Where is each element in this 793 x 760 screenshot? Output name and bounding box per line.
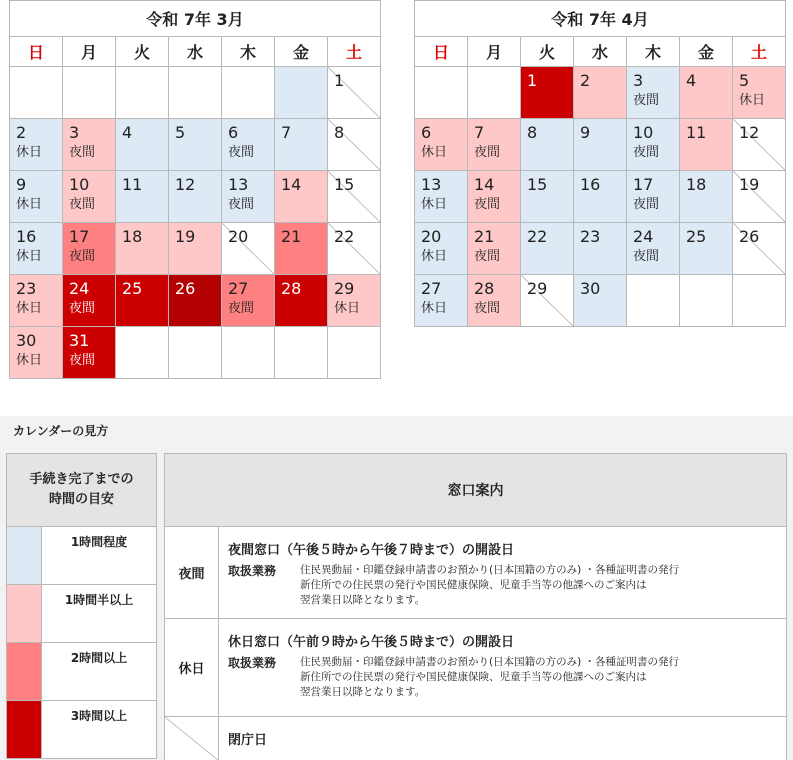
weekday-header: 日: [415, 37, 468, 67]
day-window-type: 休日: [16, 249, 43, 264]
day-window-type: 夜間: [69, 301, 96, 316]
day-number: 16: [580, 175, 601, 194]
calendar-day: [627, 223, 680, 275]
legend-title: カレンダーの見方: [13, 424, 109, 438]
calendar-day: [680, 119, 733, 171]
weekday-header: 木: [627, 37, 680, 67]
holiday-window-title: 休日窓口（午前９時から午後５時まで）の開設日: [228, 635, 515, 650]
calendar-day: [116, 171, 169, 223]
day-number: 13: [421, 175, 442, 194]
legend-swatch-1h: [7, 527, 42, 585]
calendar-day-closed: [521, 275, 574, 327]
day-number: 16: [16, 227, 37, 246]
day-number: 26: [739, 227, 760, 246]
calendar-empty-cell: [116, 327, 169, 379]
calendar-day-closed: [222, 223, 275, 275]
day-number: 11: [122, 175, 143, 194]
calendar-day-closed: [733, 119, 786, 171]
calendar-day: [63, 327, 116, 379]
calendar-day: [627, 67, 680, 119]
night-services-text: 住民異動届・印鑑登録申請書のお預かり(日本国籍の方のみ) ・各種証明書の発行 新住所での住民票の発行や国民健康保険、児童手当等の他課へのご案内は 翌営業日以降となります。: [300, 564, 680, 606]
day-number: 20: [421, 227, 442, 246]
calendar-empty-cell: [680, 275, 733, 327]
calendar-day-closed: [328, 67, 381, 119]
calendar-empty-cell: [627, 275, 680, 327]
calendar-day: [521, 119, 574, 171]
day-window-type: 休日: [421, 145, 448, 160]
legend-row: [7, 585, 157, 643]
calendar-day: [275, 67, 328, 119]
legend-label: 1時間程度: [42, 527, 157, 585]
day-number: 2: [580, 71, 591, 90]
night-window-title: 夜間窓口（午後５時から午後７時まで）の開設日: [228, 543, 515, 558]
calendar-week-row: [10, 275, 381, 327]
calendar-day: [10, 223, 63, 275]
calendar-day: [169, 275, 222, 327]
day-number: 14: [281, 175, 302, 194]
closed-day-swatch: [165, 717, 219, 760]
calendar-empty-cell: [116, 67, 169, 119]
day-window-type: 夜間: [633, 197, 660, 212]
day-window-type: 休日: [334, 301, 361, 316]
calendar-week-row: [10, 119, 381, 171]
calendar-day: [468, 223, 521, 275]
calendar-empty-cell: [63, 67, 116, 119]
day-number: 8: [334, 123, 345, 142]
legend-row: [7, 701, 157, 759]
day-number: 28: [474, 279, 495, 298]
calendar-day: [521, 171, 574, 223]
calendar-week-row: [415, 171, 786, 223]
calendar-day: [574, 223, 627, 275]
calendar-empty-cell: [169, 327, 222, 379]
day-window-type: 夜間: [228, 301, 255, 316]
calendar-day: [222, 119, 275, 171]
calendar-empty-cell: [169, 67, 222, 119]
day-number: 27: [421, 279, 442, 298]
day-number: 5: [175, 123, 186, 142]
day-window-type: 夜間: [474, 301, 501, 316]
calendar-day: [521, 67, 574, 119]
calendar-day: [468, 119, 521, 171]
day-number: 17: [69, 227, 90, 246]
legend-row: [7, 643, 157, 701]
day-window-type: 夜間: [228, 197, 255, 212]
calendar-day: [680, 223, 733, 275]
day-number: 22: [527, 227, 548, 246]
weekday-header: 木: [222, 37, 275, 67]
wait-time-legend: [6, 453, 157, 759]
weekday-header: 月: [63, 37, 116, 67]
day-number: 6: [421, 123, 432, 142]
calendar-day: [415, 119, 468, 171]
day-number: 3: [633, 71, 644, 90]
day-number: 6: [228, 123, 239, 142]
calendar-day: [328, 275, 381, 327]
night-window-row: [165, 527, 787, 619]
weekday-header: 土: [328, 37, 381, 67]
day-number: 3: [69, 123, 80, 142]
weekday-header: 火: [116, 37, 169, 67]
day-number: 4: [122, 123, 133, 142]
calendar-day: [275, 223, 328, 275]
calendar-day: [222, 171, 275, 223]
calendar-week-row: [10, 223, 381, 275]
calendar-week-row: [10, 327, 381, 379]
calendar-day-closed: [733, 171, 786, 223]
day-number: 15: [527, 175, 548, 194]
weekday-header: 水: [169, 37, 222, 67]
calendar-day: [63, 223, 116, 275]
window-guide-table: [164, 453, 787, 760]
day-number: 5: [739, 71, 750, 90]
day-number: 1: [527, 71, 538, 90]
day-number: 25: [122, 279, 143, 298]
night-label: 夜間: [165, 527, 219, 619]
calendar-day: [468, 275, 521, 327]
day-number: 30: [580, 279, 601, 298]
day-window-type: 休日: [739, 93, 766, 108]
day-number: 28: [281, 279, 302, 298]
calendar-day: [574, 171, 627, 223]
calendar-day: [10, 327, 63, 379]
calendar-day: [169, 223, 222, 275]
weekday-header: 土: [733, 37, 786, 67]
calendar-empty-cell: [328, 327, 381, 379]
day-window-type: 夜間: [69, 197, 96, 212]
calendar-day: [627, 119, 680, 171]
day-window-type: 休日: [16, 145, 43, 160]
day-number: 9: [580, 123, 591, 142]
calendar-day: [415, 171, 468, 223]
calendar-day: [116, 223, 169, 275]
calendar-day: [733, 67, 786, 119]
weekday-header: 水: [574, 37, 627, 67]
calendar-day-closed: [328, 223, 381, 275]
day-number: 1: [334, 71, 345, 90]
day-number: 25: [686, 227, 707, 246]
day-number: 11: [686, 123, 707, 142]
day-number: 23: [580, 227, 601, 246]
calendar-day: [169, 171, 222, 223]
calendar-day-closed: [328, 119, 381, 171]
wait-time-legend-header: 手続き完了までの 時間の目安: [7, 454, 157, 527]
calendar-day: [275, 275, 328, 327]
calendar-week-row: [415, 223, 786, 275]
day-window-type: 休日: [421, 197, 448, 212]
day-window-type: 夜間: [69, 145, 96, 160]
day-number: 12: [175, 175, 196, 194]
closed-day-label: 閉庁日: [219, 717, 787, 760]
weekday-header: 金: [275, 37, 328, 67]
holiday-services-text: 住民異動届・印鑑登録申請書のお預かり(日本国籍の方のみ) ・各種証明書の発行 新住所での住民票の発行や国民健康保険、児童手当等の他課へのご案内は 翌営業日以降となります。: [300, 656, 680, 698]
day-window-type: 休日: [16, 197, 43, 212]
calendar-empty-cell: [222, 327, 275, 379]
day-number: 26: [175, 279, 196, 298]
calendar-day: [63, 119, 116, 171]
day-number: 12: [739, 123, 760, 142]
calendar-legend-panel: [0, 416, 793, 760]
day-number: 19: [175, 227, 196, 246]
day-number: 10: [633, 123, 654, 142]
calendar-week-row: [10, 171, 381, 223]
calendar-day: [10, 171, 63, 223]
day-number: 24: [69, 279, 90, 298]
calendar-day: [627, 171, 680, 223]
day-window-type: 休日: [421, 301, 448, 316]
calendar-week-row: [415, 275, 786, 327]
day-number: 27: [228, 279, 249, 298]
day-number: 21: [281, 227, 302, 246]
holiday-services-key: 取扱業務: [228, 656, 277, 670]
calendar-empty-cell: [733, 275, 786, 327]
day-window-type: 休日: [16, 353, 43, 368]
calendar-week-row: [10, 67, 381, 119]
legend-label: 2時間以上: [42, 643, 157, 701]
day-number: 19: [739, 175, 760, 194]
day-number: 8: [527, 123, 538, 142]
calendar-day: [468, 171, 521, 223]
calendar-day: [680, 171, 733, 223]
calendar-day: [63, 171, 116, 223]
april-calendar: [414, 0, 786, 327]
holiday-window-row: [165, 619, 787, 717]
legend-row: [7, 527, 157, 585]
weekday-header-row: [10, 37, 381, 67]
day-number: 29: [527, 279, 548, 298]
calendar-empty-cell: [415, 67, 468, 119]
day-number: 23: [16, 279, 37, 298]
calendar-week-row: [415, 119, 786, 171]
march-calendar-title: 令和 7年 3月: [10, 1, 381, 37]
day-number: 4: [686, 71, 697, 90]
calendar-day: [169, 119, 222, 171]
calendar-day: [116, 119, 169, 171]
day-window-type: 夜間: [69, 353, 96, 368]
holiday-label: 休日: [165, 619, 219, 717]
calendar-empty-cell: [468, 67, 521, 119]
calendar-day: [116, 275, 169, 327]
calendar-day: [574, 119, 627, 171]
legend-swatch-2h: [7, 643, 42, 701]
day-number: 7: [281, 123, 292, 142]
day-window-type: 夜間: [474, 197, 501, 212]
day-number: 18: [122, 227, 143, 246]
day-window-type: 夜間: [474, 249, 501, 264]
day-window-type: 夜間: [633, 145, 660, 160]
legend-swatch-3h: [7, 701, 42, 759]
weekday-header: 日: [10, 37, 63, 67]
calendar-week-row: [415, 67, 786, 119]
calendar-day: [680, 67, 733, 119]
calendar-day: [574, 275, 627, 327]
day-window-type: 夜間: [633, 249, 660, 264]
day-number: 9: [16, 175, 27, 194]
day-window-type: 夜間: [633, 93, 660, 108]
weekday-header: 火: [521, 37, 574, 67]
weekday-header-row: [415, 37, 786, 67]
day-window-type: 夜間: [69, 249, 96, 264]
day-number: 14: [474, 175, 495, 194]
day-number: 30: [16, 331, 37, 350]
calendar-day: [63, 275, 116, 327]
calendar-day: [222, 275, 275, 327]
calendar-empty-cell: [275, 327, 328, 379]
legend-label: 1時間半以上: [42, 585, 157, 643]
march-calendar: [9, 0, 381, 379]
day-number: 20: [228, 227, 249, 246]
calendar-day: [521, 223, 574, 275]
day-number: 21: [474, 227, 495, 246]
calendar-day: [10, 275, 63, 327]
legend-label: 3時間以上: [42, 701, 157, 759]
day-number: 22: [334, 227, 355, 246]
calendar-day: [275, 171, 328, 223]
legend-swatch-1-5h: [7, 585, 42, 643]
day-number: 24: [633, 227, 654, 246]
day-number: 31: [69, 331, 90, 350]
day-number: 10: [69, 175, 90, 194]
calendar-day: [415, 223, 468, 275]
calendar-empty-cell: [10, 67, 63, 119]
window-guide-header: 窓口案内: [165, 454, 787, 527]
april-calendar-title: 令和 7年 4月: [415, 1, 786, 37]
calendar-day: [10, 119, 63, 171]
calendar-day-closed: [733, 223, 786, 275]
day-window-type: 休日: [16, 301, 43, 316]
day-number: 13: [228, 175, 249, 194]
day-number: 29: [334, 279, 355, 298]
calendar-day: [275, 119, 328, 171]
day-number: 7: [474, 123, 485, 142]
day-window-type: 休日: [421, 249, 448, 264]
weekday-header: 月: [468, 37, 521, 67]
day-number: 15: [334, 175, 355, 194]
calendar-day: [415, 275, 468, 327]
closed-day-row: [165, 717, 787, 760]
day-number: 17: [633, 175, 654, 194]
weekday-header: 金: [680, 37, 733, 67]
day-number: 18: [686, 175, 707, 194]
calendar-empty-cell: [222, 67, 275, 119]
night-services-key: 取扱業務: [228, 564, 277, 578]
calendar-day-closed: [328, 171, 381, 223]
calendar-day: [574, 67, 627, 119]
day-window-type: 夜間: [228, 145, 255, 160]
day-number: 2: [16, 123, 27, 142]
day-window-type: 夜間: [474, 145, 501, 160]
